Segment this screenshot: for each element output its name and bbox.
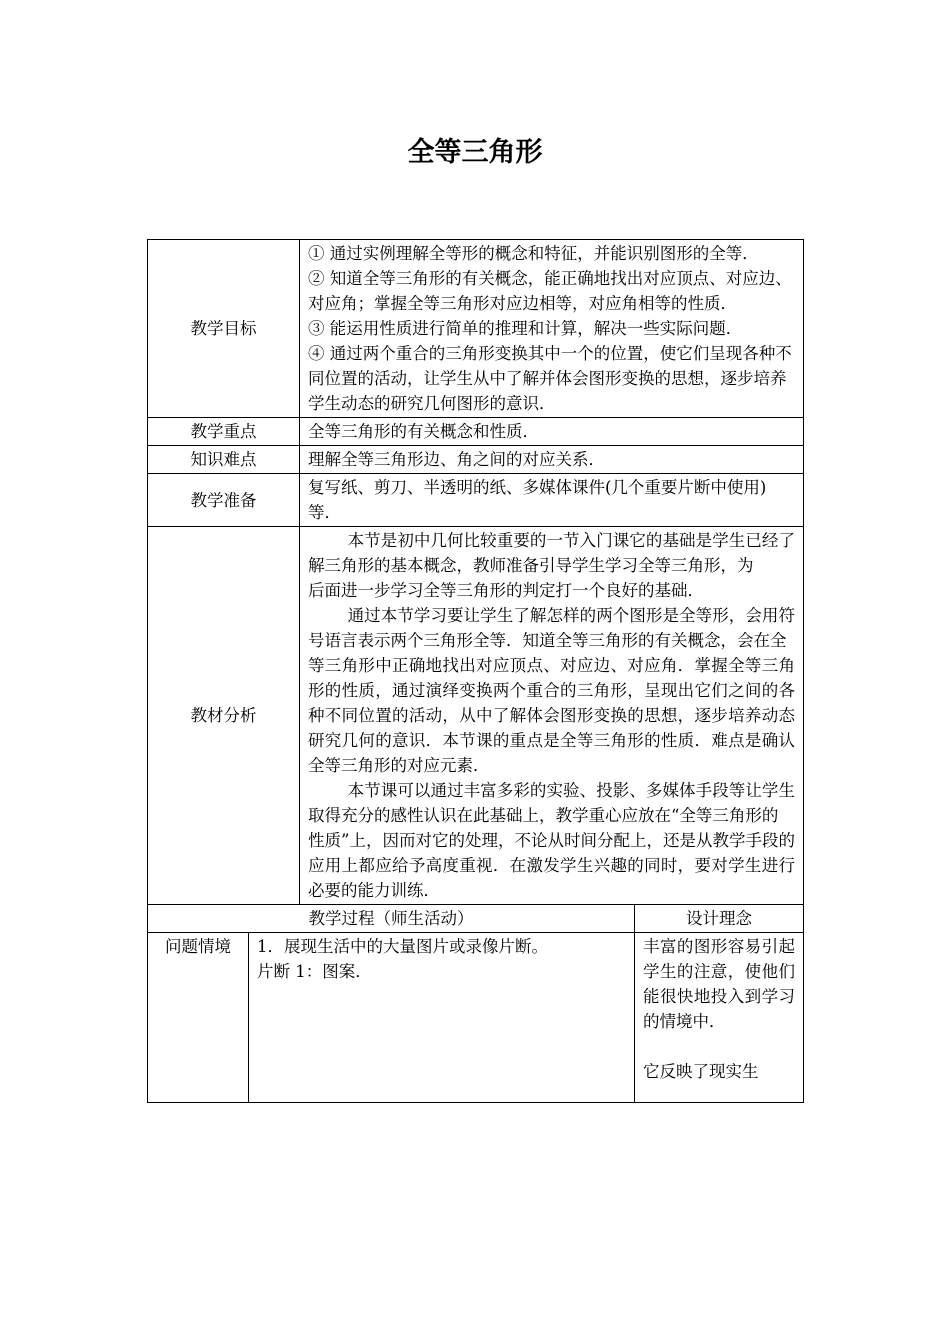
objective-item: ② 知道全等三角形的有关概念，能正确地找出对应顶点、对应边、对应角；掌握全等三角形对应边相等，对应角相等的性质． <box>308 269 792 313</box>
analysis-paragraph-cont: 性质”上，因而对它的处理，不论从时间分配上，还是从教学手段的应用上都应给予高度重视．在激发学生兴趣的同时，要对学生进行必要的能力训练． <box>308 831 795 900</box>
rationale-header: 设计理念 <box>635 905 804 933</box>
scenario-row <box>148 933 804 1103</box>
scenario-line: 1．展现生活中的大量图片或录像片断。 <box>257 937 548 956</box>
scenario-label: 问题情境 <box>148 933 249 1103</box>
preparation-row <box>148 474 804 527</box>
rationale-spacer <box>643 1034 795 1059</box>
analysis-paragraph: 通过本节学习要让学生了解怎样的两个图形是全等形，会用符号语言表示两个三角形全等．知道全等三角形的有关概念，会在全 <box>308 606 795 650</box>
objective-item: ④ 通过两个重合的三角形变换其中一个的位置，使它们呈现各种不同位置的活动，让学生从中了解并体会图形变换的思想，逐步培养学生动态的研究几何图形的意识． <box>308 344 792 413</box>
scenario-content <box>249 933 635 1103</box>
process-header: 教学过程（师生活动） <box>148 905 635 933</box>
analysis-row <box>148 527 804 905</box>
analysis-paragraph: 本节课可以通过丰富多彩的实验、投影、多媒体手段等让学生取得充分的感性认识在此基础上，教学重心应放在“全等三角形的 <box>308 781 795 825</box>
process-header-row <box>148 905 804 933</box>
lesson-plan-table <box>147 239 804 1103</box>
objective-item: ③ 能运用性质进行简单的推理和计算，解决一些实际问题． <box>308 319 743 338</box>
difficulties-row <box>148 446 804 474</box>
analysis-paragraph-cont: 等三角形中正确地找出对应顶点、对应边、对应角．掌握全等三角形的性质，通过演绎变换两个重合的三角形，呈现出它们之间的各种不同位置的活动，从中了解体会图形变换的思想，逐步培养动态研究几何的意识．本节课的重点是全等三角形的性质．难点是确认全等三角形的对应元素． <box>308 656 795 775</box>
objectives-label: 教学目标 <box>148 240 300 418</box>
preparation-text: 复写纸、剪刀、半透明的纸、多媒体课件(几个重要片断中使用)等． <box>300 474 804 527</box>
scenario-rationale <box>635 933 804 1103</box>
objective-item: ① 通过实例理解全等形的概念和特征，并能识别图形的全等． <box>308 244 759 263</box>
key-points-text: 全等三角形的有关概念和性质． <box>300 418 804 446</box>
key-points-label: 教学重点 <box>148 418 300 446</box>
difficulties-label: 知识难点 <box>148 446 300 474</box>
rationale-text: 丰富的图形容易引起学生的注意，使他们能很快地投入到学习的情境中． <box>643 937 795 1031</box>
rationale-text: 它反映了现实生 <box>643 1062 759 1081</box>
analysis-paragraph: 本节是初中几何比较重要的一节入门课它的基础是学生已经了解三角形的基本概念，教师准备引导学生学习全等三角形，为 <box>308 531 795 575</box>
objectives-content <box>300 240 804 418</box>
page-title: 全等三角形 <box>407 137 543 168</box>
difficulties-text: 理解全等三角形边、角之间的对应关系． <box>300 446 804 474</box>
objectives-row <box>148 240 804 418</box>
key-points-row <box>148 418 804 446</box>
scenario-line: 片断 1：图案． <box>257 962 372 981</box>
preparation-label: 教学准备 <box>148 474 300 527</box>
analysis-content <box>300 527 804 905</box>
analysis-paragraph-cont: 后面进一步学习全等三角形的判定打一个良好的基础． <box>308 581 704 600</box>
analysis-label: 教材分析 <box>148 527 300 905</box>
